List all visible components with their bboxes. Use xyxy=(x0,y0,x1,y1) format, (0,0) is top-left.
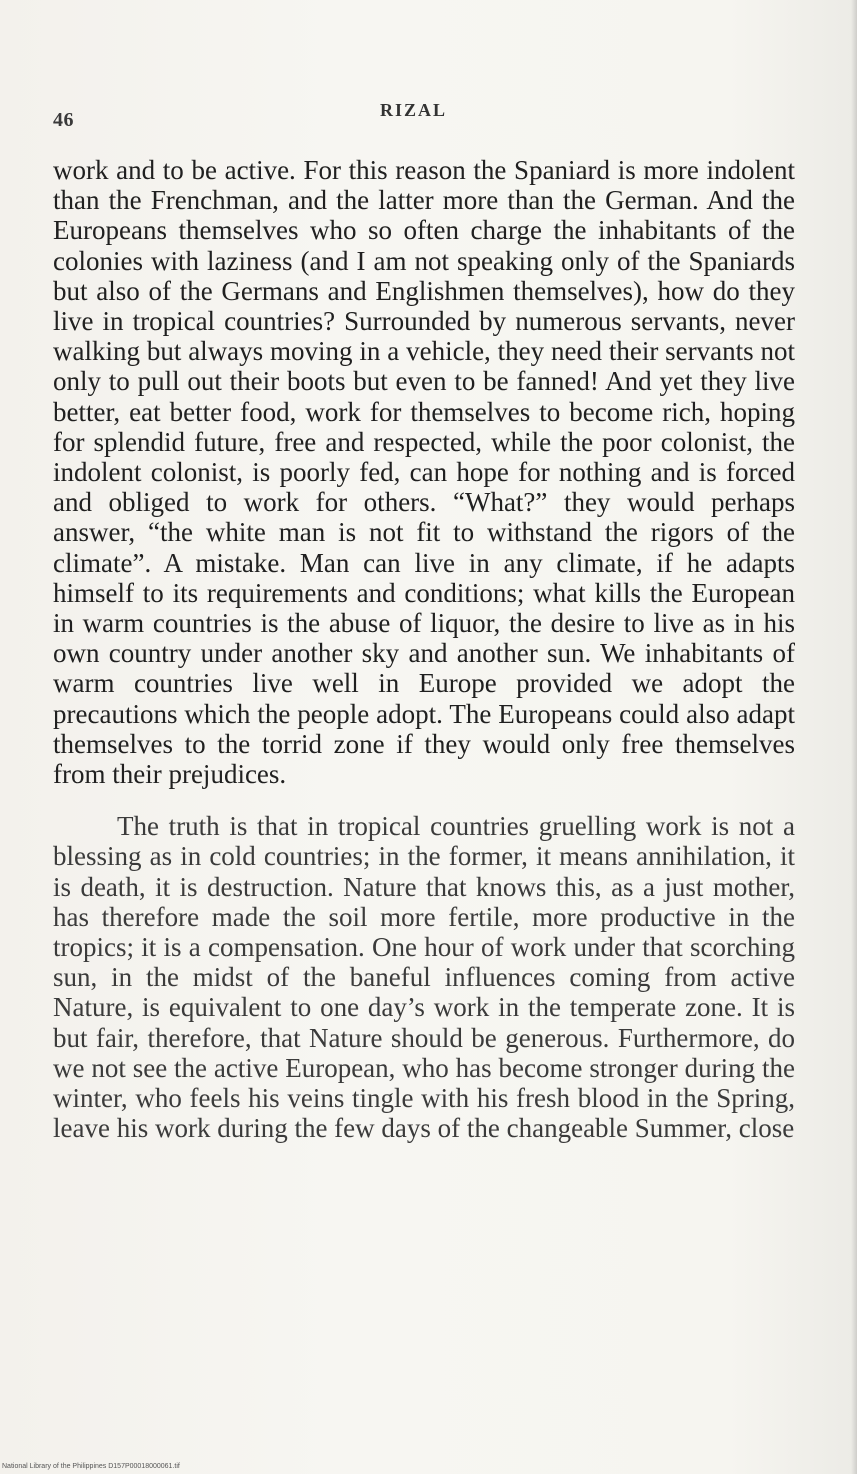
page-edge-shadow xyxy=(851,0,857,1474)
scan-credit-footer: National Library of the Philippines D157P00018000061.tif xyxy=(2,1463,180,1470)
paragraph-2: The truth is that in tropical countries gruelling work is not a blessing as in cold countries; in the former, it means annihilation, it is death, it is destruction. Nature that knows this, as a just mother, has therefore made the soil more fertile, more productive in the tropics; it is a compensation. One hour of work under that scorching sun, in the midst of the baneful influences coming from active Nature, is equivalent to one day’s work in the temperate zone. It is but fair, therefore, that Nature should be generous. Furthermore, do we not see the active European, who has become stronger during the winter, who feels his veins tingle with his fresh blood in the Spring, leave his work during the few days of the changeable Summer, close xyxy=(53,811,795,1144)
body-text xyxy=(53,155,795,1144)
running-head-title: RIZAL xyxy=(380,100,448,120)
page-number: 46 xyxy=(53,109,74,131)
paragraph-1: work and to be active. For this reason the Spaniard is more indolent than the Frenchman, and the latter more than the German. And the Europeans themselves who so often charge the inhabitants of the colonies with laziness (and I am not speaking only of the Spaniards but also of the Germans and Englishmen themselves), how do they live in tropical countries? Surrounded by numerous servants, never walking but always moving in a vehicle, they need their servants not only to pull out their boots but even to be fanned! And yet they live better, eat better food, work for themselves to become rich, hoping for splendid future, free and respected, while the poor colonist, the indolent colonist, is poorly fed, can hope for nothing and is forced and obliged to work for others. “What?” they would perhaps answer, “the white man is not fit to withstand the rigors of the climate”. A mistake. Man can live in any climate, if he adapts himself to its requirements and conditions; what kills the European in warm countries is the abuse of liquor, the desire to live as in his own country under another sky and another sun. We inhabitants of warm countries live well in Europe provided we adopt the precautions which the people adopt. The Europeans could also adapt themselves to the torrid zone if they would only free themselves from their prejudices. xyxy=(53,155,795,790)
